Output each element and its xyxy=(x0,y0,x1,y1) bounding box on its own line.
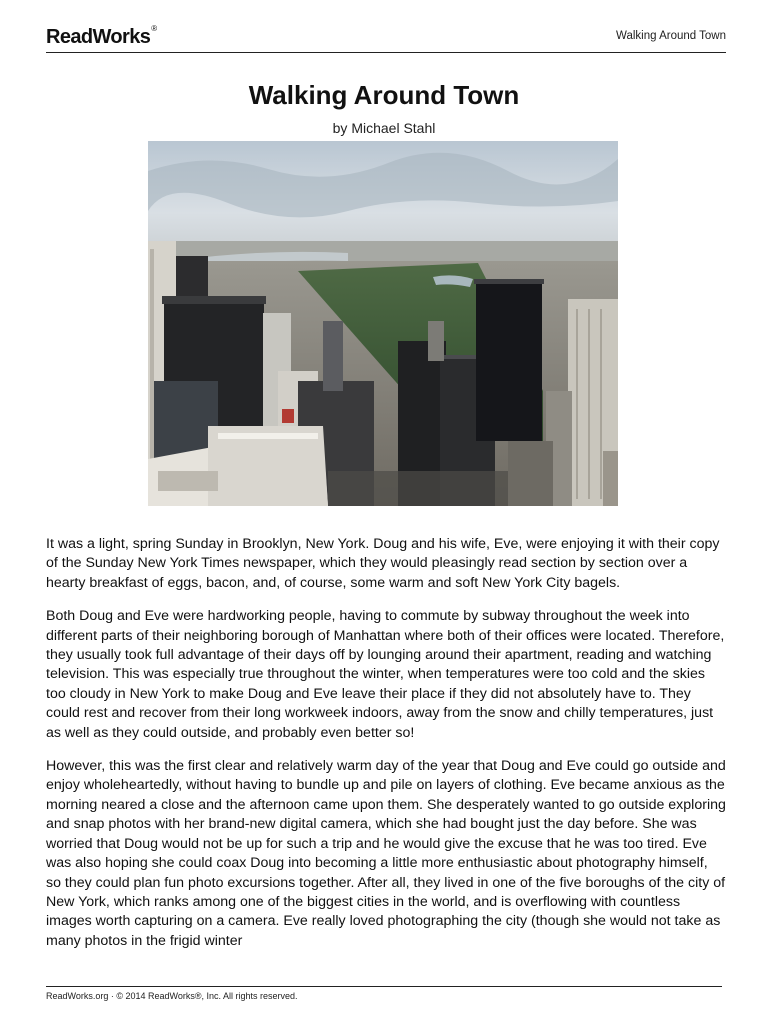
paragraph: However, this was the first clear and relatively warm day of the year that Doug and Eve could go outside and enjoy wholeheartedly, without having to bundle up and pile on layers of clothing. Eve became anxious as the morning neared a close and the afternoon came upon them. She desperately wanted to go outside exploring and snap photos with her brand-new digital camera, which she had bought just the day before. She was worried that Doug would not be up for such a trip and he would give the excuse that he was too tired. Eve was also hoping she could coax Doug into becoming a little more enthusiastic about photography himself, so they could plan fun photo excursions together. After all, they lived in one of the five boroughs of the city of New York, which ranks among one of the biggest cities in the world, and is overflowing with countless images worth capturing on a camera. Eve really loved photographing the city (though she would not take as many photos in the frigid winter xyxy=(46,758,726,949)
paragraph: Both Doug and Eve were hardworking people, having to commute by subway throughout the week into different parts of their neighboring borough of Manhattan where both of their offices were located. Therefore, they usually took full advantage of their days off by lounging around their apartment, reading and watching television. This was especially true throughout the winter, when temperatures were too cold and the skies too cloudy in New York to make Doug and Eve leave their place if they did not absolutely have to. They could rest and recover from their long workweek indoors, away from the snow and chilly temperatures, just as well as they could outside, and probably even better so! xyxy=(46,608,725,741)
logo-text: ReadWorks xyxy=(46,26,151,48)
registered-mark: ® xyxy=(151,24,157,33)
page-header xyxy=(46,24,726,53)
readworks-logo xyxy=(46,26,157,49)
article-byline: by Michael Stahl xyxy=(332,120,436,136)
running-title: Walking Around Town xyxy=(616,30,726,42)
article-photo xyxy=(148,141,618,506)
article-body xyxy=(46,535,726,965)
page-footer: ReadWorks.org · © 2014 ReadWorks®, Inc. All rights reserved. xyxy=(46,986,722,1001)
manhattan-skyline-image xyxy=(148,141,618,506)
article-title: Walking Around Town xyxy=(248,80,520,110)
paragraph: It was a light, spring Sunday in Brooklyn, New York. Doug and his wife, Eve, were enjoying it with their copy of the Sunday New York Times newspaper, which they would pleasingly read section by section over a hearty breakfast of eggs, bacon, and, of course, some warm and soft New York City bagels. xyxy=(46,536,720,591)
